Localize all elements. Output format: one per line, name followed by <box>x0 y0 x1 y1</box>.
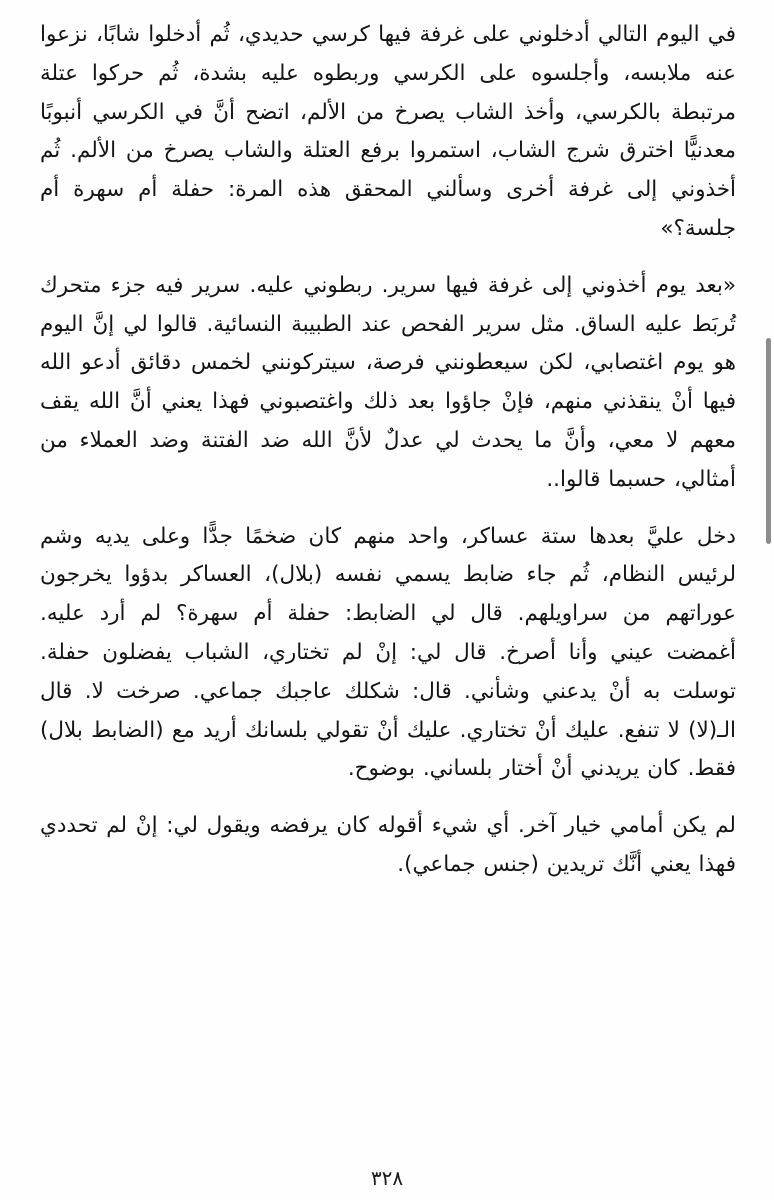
paragraph-3: دخل عليَّ بعدها ستة عساكر، واحد منهم كان ضخمًا جدًّا وعلى يديه وشم لرئيس النظام، ثُم جاء ضابط يسمي نفسه (بلال)، العساكر بدؤوا يخرجون عوراتهم من سراويلهم. قال لي الضابط: حفلة أم سهرة؟ لم أرد عليه. أغمضت عيني وأنا أصرخ. قال لي: إنْ لم تختاري، الشباب يفضلون حفلة. توسلت به أنْ يدعني وشأني. قال: شكلك عاجبك جماعي. صرخت لا. قال الـ(لا) لا تنفع. عليك أنْ تختاري. عليك أنْ تقولي بلسانك أريد مع (الضابط بلال) فقط. كان يريدني أنْ أختار بلساني. بوضوح. <box>40 523 736 782</box>
paragraph-4: لم يكن أمامي خيار آخر. أي شيء أقوله كان يرفضه ويقول لي: إنْ لم تحددي فهذا يعني أنَّك تريدين (جنس جماعي). <box>40 813 736 877</box>
scrollbar-thumb[interactable] <box>766 338 771 544</box>
paragraph-2: «بعد يوم أخذوني إلى غرفة فيها سرير. ربطوني عليه. سرير فيه جزء متحرك تُربَط عليه الساق. مثل سرير الفحص عند الطبيبة النسائية. قالوا لي إنَّ اليوم هو يوم اغتصابي، لكن سيعطونني فرصة، سيتركونني لخمس دقائق أدعو الله فيها أنْ ينقذني منهم، فإنْ جاؤوا بعد ذلك واغتصبوني فهذا يعني أنَّ الله يقف معهم لا معي، وأنَّ ما يحدث لي عدلٌ لأنَّ الله ضد الفتنة وضد العملاء من أمثالي، حسبما قالوا.. <box>40 272 736 492</box>
paragraph-1: في اليوم التالي أدخلوني على غرفة فيها كرسي حديدي، ثُم أدخلوا شابًا، نزعوا عنه ملابسه، وأجلسوه على الكرسي وربطوه عليه بشدة، ثُم حركوا عتلة مرتبطة بالكرسي، وأخذ الشاب يصرخ من الألم، اتضح أنَّ في الكرسي أنبوبًا معدنيًّا اخترق شرج الشاب، استمروا برفع العتلة والشاب يصرخ من الألم. ثُم أخذوني إلى غرفة أخرى وسألني المحقق هذه المرة: حفلة أم سهرة أم جلسة؟» <box>40 22 736 241</box>
page-number: ٣٢٨ <box>370 1166 404 1190</box>
